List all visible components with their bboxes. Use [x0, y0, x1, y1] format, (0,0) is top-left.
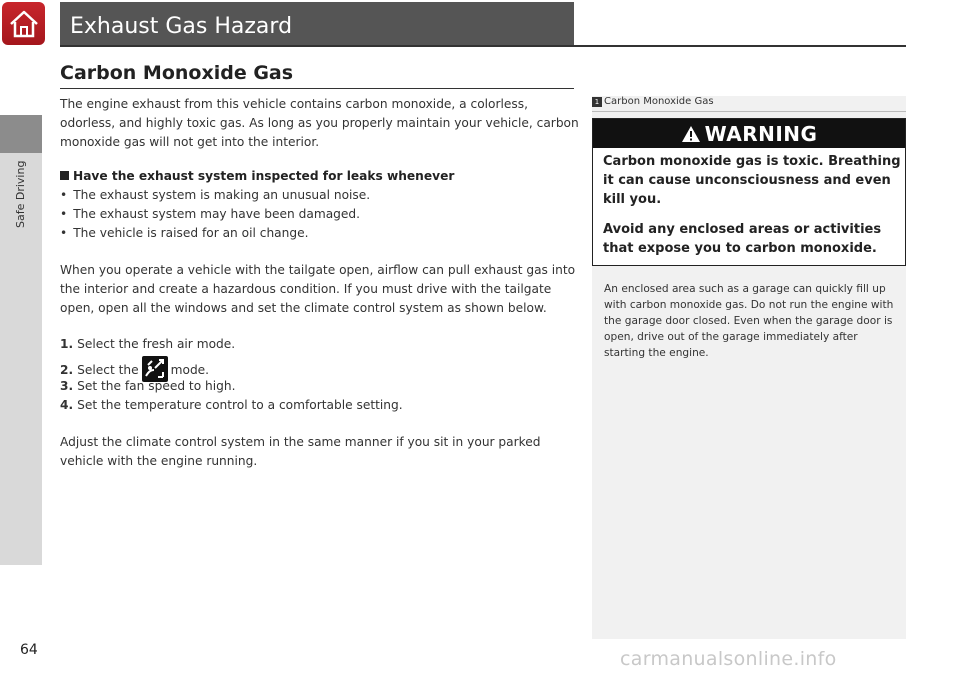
list-item: • The exhaust system is making an unusual noise. [60, 186, 580, 205]
warning-box [592, 118, 906, 266]
step-item: 3. Set the fan speed to high. [60, 379, 236, 393]
chapter-tab-indicator [0, 115, 42, 153]
header-divider [60, 45, 906, 47]
inspect-bullet-list [60, 186, 580, 243]
home-button[interactable] [2, 2, 45, 45]
warning-banner [593, 119, 905, 148]
section-divider [60, 88, 574, 89]
page-number: 64 [20, 642, 38, 658]
inspect-heading: Have the exhaust system inspected for leaks whenever [60, 169, 454, 183]
warning-triangle-icon [681, 125, 701, 143]
parked-paragraph: Adjust the climate control system in the same manner if you sit in your parked vehicle with the engine running. [60, 435, 541, 468]
tailgate-paragraph: When you operate a vehicle with the tailgate open, airflow can pull exhaust gas into the interior and create a hazardous condition. If you must drive with the tailgate open, open all the windows and set the climate control system as shown below. [60, 263, 576, 315]
reference-divider [592, 111, 906, 112]
step-item: 4. Set the temperature control to a comfortable setting. [60, 398, 403, 412]
list-item: • The vehicle is raised for an oil change. [60, 224, 580, 243]
intro-paragraph: The engine exhaust from this vehicle contains carbon monoxide, a colorless, odorless, and highly toxic gas. As long as you properly maintain your vehicle, carbon monoxide gas will not get into the interior. [60, 97, 579, 149]
step-item: 2. Select the mode. [60, 356, 209, 375]
page-title: Exhaust Gas Hazard [70, 14, 293, 39]
home-icon [8, 9, 40, 39]
list-item: • The exhaust system may have been damaged. [60, 205, 580, 224]
watermark: carmanualsonline.info [620, 648, 837, 670]
page-header [60, 2, 574, 45]
step-item: 1. Select the fresh air mode. [60, 337, 236, 351]
warning-text: Avoid any enclosed areas or activities that expose you to carbon monoxide. [603, 222, 882, 256]
section-title: Carbon Monoxide Gas [60, 62, 294, 84]
reference-number-icon: 1 [592, 97, 602, 107]
reference-note: An enclosed area such as a garage can quickly fill up with carbon monoxide gas. Do not run the engine with the garage door closed. Even when the garage door is open, drive out of the garage immediately after starting the engine. [604, 283, 894, 359]
chapter-label[interactable]: Safe Driving [14, 160, 27, 228]
reference-heading[interactable]: 1 Carbon Monoxide Gas [592, 96, 906, 112]
warning-label: WARNING [704, 121, 818, 146]
warning-text: Carbon monoxide gas is toxic. Breathing it can cause unconsciousness and even kill you. [603, 154, 901, 207]
square-bullet-icon [60, 171, 69, 180]
